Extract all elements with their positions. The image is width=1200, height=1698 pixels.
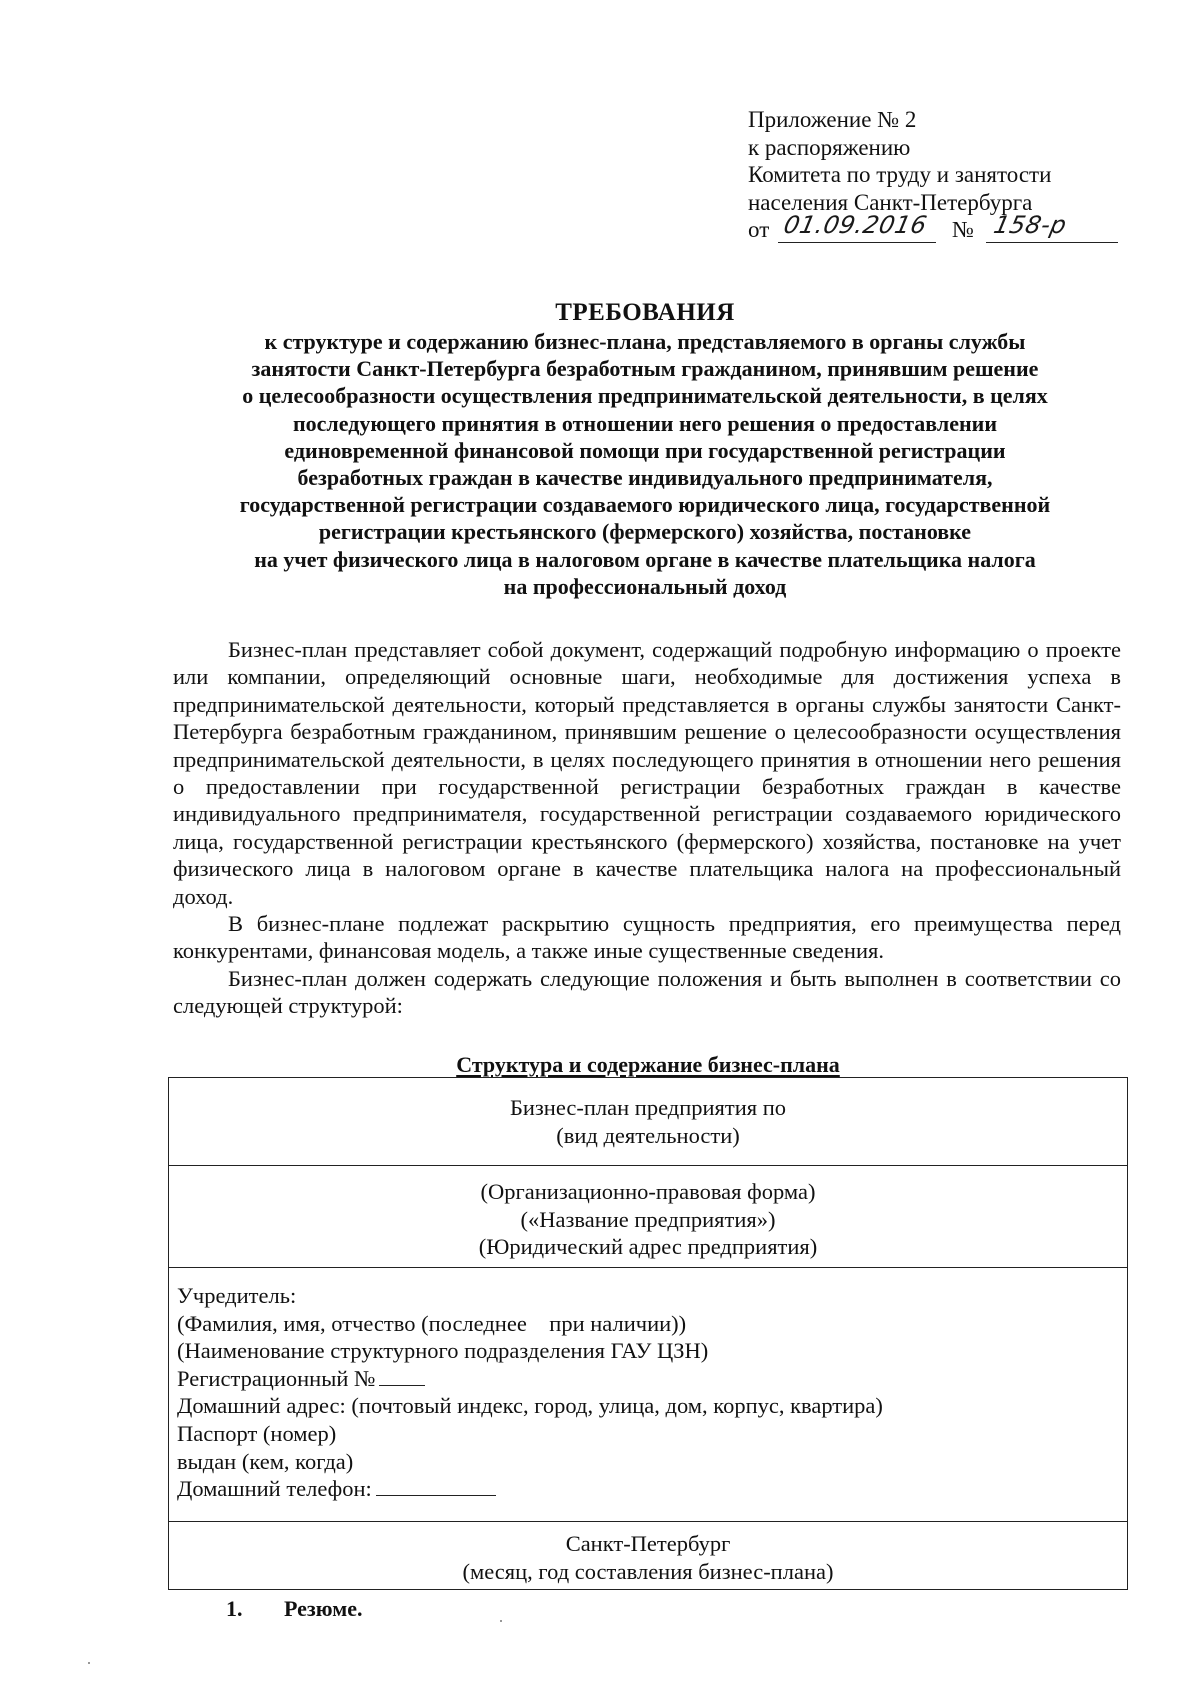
legal-address-line: (Юридический адрес предприятия) (478, 1234, 818, 1259)
handwritten-date: 01.09.2016 (781, 211, 930, 239)
section-title: Резюме. (284, 1596, 363, 1621)
subtitle-line-10: на профессиональный доход (503, 573, 787, 599)
handwritten-number: 158-р (991, 211, 1070, 239)
subtitle-line-8: регистрации крестьянского (фермерского) хозяйства, постановке (318, 519, 972, 545)
annex-line-1: Приложение № 2 (748, 107, 917, 132)
legal-form-line: (Организационно-правовая форма) (480, 1179, 816, 1204)
subtitle-line-3: о целесообразности осуществления предпринимательской деятельности, в целях (242, 383, 1048, 409)
body-text (173, 636, 1121, 1020)
activity-type-line: (вид деятельности) (556, 1122, 740, 1148)
table-row-company (169, 1166, 1127, 1268)
paragraph-3: Бизнес-план должен содержать следующие положения и быть выполнен в соответствии со следующей структурой: (173, 965, 1121, 1019)
paragraph-2: В бизнес-плане подлежат раскрытию сущность предприятия, его преимущества перед конкурентами, финансовая модель, а также иные существенные сведения. (173, 911, 1121, 964)
subtitle-line-7: государственной регистрации создаваемого юридического лица, государственной (239, 492, 1051, 518)
paragraph-1: Бизнес-план представляет собой документ, содержащий подробную информацию о проекте или компании, определяющий основные шаги, необходимые для достижения успеха в предпринимательской деятельности, который представляется в органы службы занятости Санкт-Петербурга безработным гражданином, принявшим решение о целесообразности осуществления предпринимательской деятельности, в целях последующего принятия в отношении него решения о предоставлении при государственной регистрации безработных граждан в качестве индивидуального предпринимателя, государственной регистрации создаваемого юридического лица, государственной регистрации крестьянского (фермерского) хозяйства, постановке на учет физического лица в налоговом органе в качестве плательщика налога на профессиональный доход. (173, 637, 1121, 909)
division-line: (Наименование структурного подразделения ГАУ ЦЗН) (177, 1338, 709, 1364)
annex-date-number-line (748, 211, 1070, 246)
founder-name-line: (Фамилия, имя, отчество (последнее при наличии)) (177, 1310, 687, 1336)
issued-line: выдан (кем, когда) (177, 1448, 354, 1474)
home-address-line: Домашний адрес: (почтовый индекс, город, улица, дом, корпус, квартира) (177, 1393, 883, 1419)
annex-line-2: к распоряжению (748, 134, 911, 160)
table-row-city (169, 1522, 1127, 1590)
subtitle-line-2: занятости Санкт-Петербурга безработным гражданином, принявшим решение (251, 356, 1039, 382)
number-prefix: № (952, 217, 974, 242)
city-line: Санкт-Петербург (565, 1531, 731, 1556)
annex-line-4: населения Санкт-Петербурга (748, 189, 1033, 215)
table-row-activity (169, 1078, 1127, 1166)
structure-title (168, 1052, 1128, 1078)
company-name-line: («Название предприятия») (520, 1206, 776, 1232)
home-phone-label: Домашний телефон: (177, 1476, 372, 1502)
subtitle-line-1: к структуре и содержанию бизнес-плана, представляемого в органы службы (264, 329, 1026, 354)
compile-date-line: (месяц, год составления бизнес-плана) (462, 1558, 834, 1584)
scan-speck (88, 1662, 90, 1664)
structure-table (168, 1077, 1128, 1590)
page-title: ТРЕБОВАНИЯ (555, 299, 735, 326)
subtitle-line-5: единовременной финансовой помощи при государственной регистрации (284, 437, 1006, 463)
annex-header (748, 106, 1070, 246)
business-plan-line: Бизнес-план предприятия по (509, 1095, 787, 1120)
requirements-heading (160, 298, 1130, 600)
date-underline (778, 242, 936, 243)
scan-speck (500, 1620, 502, 1622)
home-phone-line (177, 1475, 1127, 1503)
subtitle-line-6: безработных граждан в качестве индивидуального предпринимателя, (297, 465, 993, 491)
registration-number-blank (379, 1365, 425, 1386)
section-1-heading (226, 1596, 363, 1622)
structure-title-text: Структура и содержание бизнес-плана (456, 1052, 840, 1077)
subtitle-line-9: на учет физического лица в налоговом органе в качестве плательщика налога (254, 546, 1036, 572)
subtitle-line-4: последующего принятия в отношении него решения о предоставлении (292, 410, 998, 436)
date-prefix: от (748, 217, 770, 242)
registration-number-line (177, 1365, 1127, 1393)
passport-line: Паспорт (номер) (177, 1420, 337, 1446)
table-row-founder (169, 1268, 1127, 1522)
home-phone-blank (376, 1475, 496, 1496)
section-number: 1. (226, 1596, 243, 1621)
number-underline (986, 242, 1118, 243)
registration-number-label: Регистрационный № (177, 1365, 376, 1391)
annex-line-3: Комитета по труду и занятости (748, 162, 1052, 187)
founder-label: Учредитель: (177, 1283, 297, 1308)
